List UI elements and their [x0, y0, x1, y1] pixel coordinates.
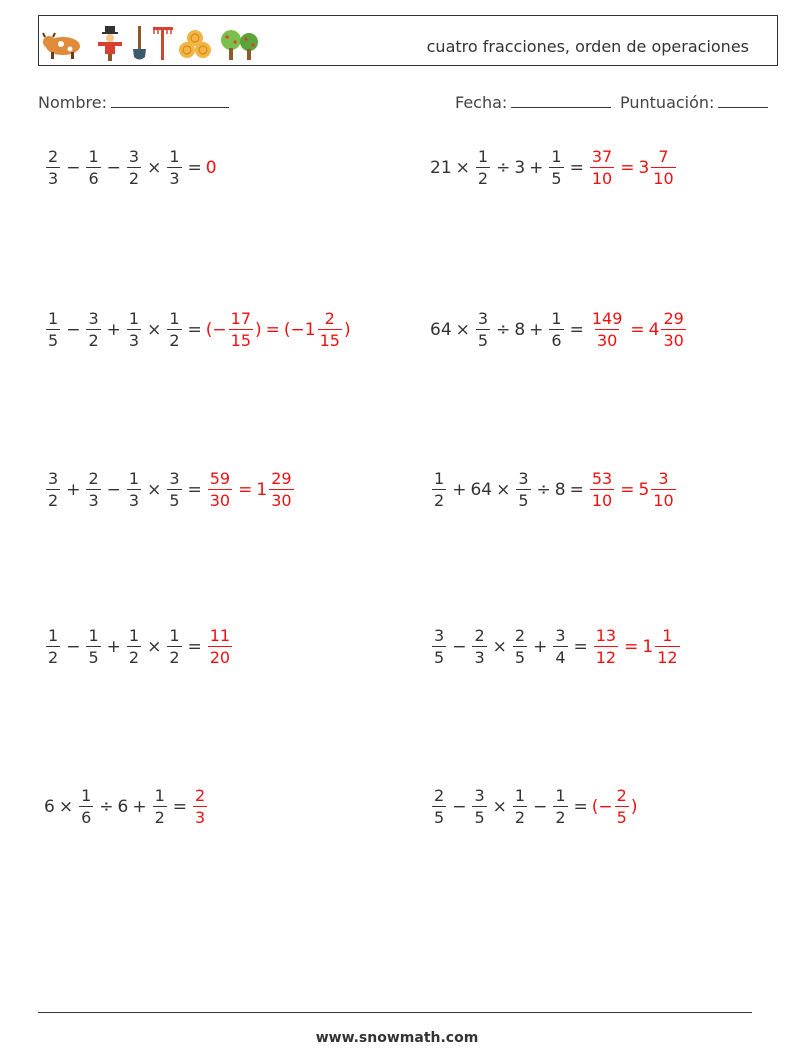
denominator: 2	[48, 491, 59, 510]
numerator: 3	[88, 309, 99, 328]
answer	[592, 788, 638, 826]
denominator: 10	[653, 169, 674, 188]
problem-1	[44, 138, 217, 198]
numerator: 1	[154, 786, 165, 805]
problem-9	[44, 777, 209, 837]
fraction	[86, 471, 100, 509]
problem-5	[44, 460, 296, 520]
numerator: 1	[128, 309, 140, 328]
denominator: 6	[88, 169, 99, 188]
denominator: 5	[551, 169, 562, 188]
answer	[191, 788, 209, 826]
cow-icon	[43, 33, 80, 59]
number: 6	[44, 797, 55, 817]
operator: +	[533, 637, 548, 657]
operator: =	[172, 797, 188, 817]
operator: ×	[455, 320, 470, 340]
number: 3	[638, 158, 650, 178]
denominator: 2	[128, 169, 140, 188]
numerator: 2	[195, 786, 206, 805]
operator: −	[452, 797, 467, 817]
denominator: 5	[48, 331, 59, 350]
worksheet-header	[38, 15, 778, 66]
fraction	[661, 311, 685, 349]
operator: =	[187, 480, 202, 500]
fraction	[193, 788, 207, 826]
numerator: 3	[477, 309, 489, 328]
operator: =	[187, 320, 202, 340]
name-field[interactable]	[38, 93, 229, 112]
score-line	[718, 93, 768, 108]
numerator: 3	[48, 469, 59, 488]
fraction	[127, 471, 141, 509]
denominator: 10	[653, 491, 674, 510]
operator: ÷	[536, 480, 551, 500]
answer	[592, 628, 682, 666]
fraction	[46, 149, 60, 187]
fraction	[86, 149, 100, 187]
problem-8	[430, 617, 682, 677]
operator: −	[66, 320, 81, 340]
denominator: 30	[663, 331, 684, 350]
denominator: 2	[477, 169, 489, 188]
denominator: 5	[434, 808, 445, 827]
answer-equals: =	[265, 320, 280, 340]
denominator: 3	[169, 169, 180, 188]
denominator: 10	[591, 491, 613, 510]
operator: ×	[496, 480, 511, 500]
fraction	[513, 628, 527, 666]
numerator: 1	[48, 309, 59, 328]
fraction	[79, 788, 93, 826]
numerator: 1	[662, 626, 673, 645]
numerator: 29	[271, 469, 292, 488]
shovel-icon	[133, 26, 146, 60]
numerator: 1	[48, 626, 59, 645]
number: 6	[117, 797, 129, 817]
denominator: 2	[48, 648, 59, 667]
fraction	[549, 311, 563, 349]
answer	[588, 471, 678, 509]
numerator: 1	[88, 147, 99, 166]
numerator: 53	[591, 469, 613, 488]
numerator: 1	[555, 786, 566, 805]
hay-bales-icon	[179, 30, 211, 58]
denominator: 3	[128, 331, 140, 350]
trees-icon	[221, 30, 258, 60]
numerator: 1	[551, 309, 562, 328]
operator: ×	[455, 158, 470, 178]
operator: ×	[58, 797, 74, 817]
operator: +	[106, 320, 121, 340]
denominator: 10	[591, 169, 613, 188]
fraction	[513, 788, 527, 826]
numerator: 1	[514, 786, 526, 805]
denominator: 2	[169, 331, 180, 350]
operator: −	[66, 158, 81, 178]
operator: −	[533, 797, 548, 817]
numerator: 11	[209, 626, 231, 645]
fraction	[590, 311, 625, 349]
answer	[206, 311, 351, 349]
denominator: 5	[88, 648, 99, 667]
number: (−	[205, 320, 227, 340]
fraction	[549, 149, 563, 187]
numerator: 17	[230, 309, 251, 328]
number: 64	[470, 480, 493, 500]
numerator: 3	[518, 469, 529, 488]
denominator: 2	[128, 648, 140, 667]
numerator: 29	[663, 309, 684, 328]
denominator: 3	[128, 491, 140, 510]
number: 1	[642, 637, 654, 657]
fraction	[472, 788, 486, 826]
numerator: 3	[434, 626, 445, 645]
fraction	[594, 628, 618, 666]
fraction	[46, 628, 60, 666]
operator: ÷	[496, 158, 511, 178]
operator: +	[132, 797, 147, 817]
fraction	[229, 311, 253, 349]
numerator: 3	[169, 469, 180, 488]
fraction	[318, 311, 342, 349]
fraction	[432, 788, 446, 826]
fraction	[476, 149, 490, 187]
number: 0	[205, 158, 217, 178]
denominator: 6	[81, 808, 92, 827]
answer	[588, 311, 688, 349]
numerator: 149	[591, 309, 623, 328]
fraction	[208, 628, 232, 666]
denominator: 30	[271, 491, 292, 510]
denominator: 5	[169, 491, 180, 510]
score-label: Puntuación:	[620, 93, 715, 112]
fraction	[127, 149, 141, 187]
denominator: 5	[477, 331, 489, 350]
answer-equals: =	[624, 637, 639, 657]
numerator: 2	[434, 786, 445, 805]
name-label: Nombre:	[38, 93, 107, 112]
numerator: 3	[474, 786, 485, 805]
fraction	[86, 311, 100, 349]
fraction	[553, 628, 567, 666]
operator: =	[187, 637, 202, 657]
answer-equals: =	[238, 480, 253, 500]
fraction	[472, 628, 486, 666]
fraction	[167, 149, 181, 187]
operator: −	[66, 637, 81, 657]
rake-icon	[153, 27, 173, 60]
number: )	[255, 320, 262, 340]
denominator: 12	[657, 648, 678, 667]
denominator: 15	[230, 331, 251, 350]
numerator: 1	[477, 147, 489, 166]
numerator: 1	[551, 147, 562, 166]
operator: =	[569, 480, 584, 500]
denominator: 12	[595, 648, 617, 667]
denominator: 3	[474, 648, 485, 667]
denominator: 2	[154, 808, 165, 827]
operator: =	[573, 797, 588, 817]
answer	[588, 149, 678, 187]
numerator: 3	[658, 469, 669, 488]
numerator: 37	[591, 147, 613, 166]
operator: ×	[147, 637, 162, 657]
fraction	[476, 311, 490, 349]
fraction	[432, 471, 446, 509]
number: (−	[591, 797, 613, 817]
numerator: 2	[474, 626, 485, 645]
numerator: 1	[128, 469, 140, 488]
operator: ×	[147, 480, 162, 500]
numerator: 1	[434, 469, 445, 488]
denominator: 30	[209, 491, 231, 510]
worksheet-title: cuatro fracciones, orden de operaciones	[426, 37, 749, 56]
fraction	[127, 311, 141, 349]
denominator: 15	[319, 331, 340, 350]
answer	[206, 628, 234, 666]
problem-6	[430, 460, 678, 520]
operator: −	[106, 480, 121, 500]
operator: +	[66, 480, 81, 500]
fraction	[167, 311, 181, 349]
numerator: 2	[616, 786, 627, 805]
denominator: 3	[88, 491, 99, 510]
date-label: Fecha:	[455, 93, 508, 112]
fraction	[127, 628, 141, 666]
operator: −	[452, 637, 467, 657]
numerator: 2	[514, 626, 526, 645]
denominator: 5	[616, 808, 627, 827]
number: 1	[256, 480, 268, 500]
denominator: 3	[48, 169, 59, 188]
operator: ×	[147, 158, 162, 178]
fraction	[590, 471, 614, 509]
number: 21	[430, 158, 452, 178]
numerator: 2	[48, 147, 59, 166]
fraction	[651, 471, 675, 509]
fraction	[590, 149, 614, 187]
operator: =	[569, 320, 584, 340]
answer-equals: =	[630, 320, 645, 340]
numerator: 3	[128, 147, 140, 166]
fraction	[651, 149, 675, 187]
scarecrow-icon	[98, 26, 122, 61]
fraction	[553, 788, 567, 826]
fraction	[46, 311, 60, 349]
score-field[interactable]	[620, 93, 768, 112]
number: 5	[638, 480, 650, 500]
fraction	[153, 788, 167, 826]
footer-divider	[38, 1012, 752, 1013]
denominator: 2	[169, 648, 180, 667]
fraction	[269, 471, 293, 509]
numerator: 7	[658, 147, 669, 166]
number: 64	[430, 320, 452, 340]
operator: ÷	[99, 797, 114, 817]
fraction	[46, 471, 60, 509]
answer	[206, 158, 217, 178]
number: 8	[514, 320, 526, 340]
operator: −	[106, 158, 121, 178]
number: 4	[648, 320, 660, 340]
problem-2	[430, 138, 678, 198]
problem-3	[44, 300, 351, 360]
denominator: 3	[195, 808, 206, 827]
fraction	[655, 628, 679, 666]
numerator: 1	[128, 626, 140, 645]
numerator: 1	[88, 626, 99, 645]
operator: ×	[492, 797, 507, 817]
numerator: 59	[209, 469, 231, 488]
date-line	[511, 93, 611, 108]
fraction	[208, 471, 232, 509]
number: )	[630, 797, 638, 817]
operator: +	[106, 637, 121, 657]
date-field[interactable]	[455, 93, 611, 112]
operator: =	[573, 637, 588, 657]
numerator: 1	[81, 786, 92, 805]
denominator: 6	[551, 331, 562, 350]
operator: ×	[492, 637, 507, 657]
operator: +	[452, 480, 467, 500]
fraction	[615, 788, 629, 826]
name-line	[111, 93, 229, 108]
numerator: 1	[169, 626, 180, 645]
denominator: 5	[518, 491, 529, 510]
answer	[206, 471, 296, 509]
operator: ×	[147, 320, 162, 340]
numerator: 3	[555, 626, 566, 645]
header-icons	[41, 22, 271, 62]
operator: ÷	[496, 320, 511, 340]
number: (−1	[283, 320, 316, 340]
numerator: 1	[169, 147, 180, 166]
problem-4	[430, 300, 688, 360]
denominator: 2	[555, 808, 566, 827]
numerator: 1	[169, 309, 180, 328]
operator: =	[569, 158, 584, 178]
fraction	[516, 471, 530, 509]
operator: =	[187, 158, 202, 178]
denominator: 30	[596, 331, 618, 350]
answer-equals: =	[620, 158, 635, 178]
denominator: 2	[434, 491, 445, 510]
numerator: 2	[88, 469, 99, 488]
denominator: 5	[514, 648, 526, 667]
operator: +	[529, 320, 544, 340]
number: 8	[554, 480, 566, 500]
fraction	[167, 471, 181, 509]
answer-equals: =	[620, 480, 635, 500]
denominator: 5	[434, 648, 445, 667]
denominator: 2	[88, 331, 99, 350]
problem-7	[44, 617, 234, 677]
number: 3	[514, 158, 526, 178]
numerator: 13	[595, 626, 617, 645]
number: )	[343, 320, 351, 340]
denominator: 5	[474, 808, 485, 827]
fraction	[432, 628, 446, 666]
footer-url: www.snowmath.com	[315, 1030, 479, 1046]
operator: +	[529, 158, 544, 178]
fraction	[167, 628, 181, 666]
denominator: 4	[555, 648, 566, 667]
denominator: 20	[209, 648, 231, 667]
denominator: 2	[514, 808, 526, 827]
fraction	[86, 628, 100, 666]
problem-10	[430, 777, 637, 837]
numerator: 2	[324, 309, 335, 328]
